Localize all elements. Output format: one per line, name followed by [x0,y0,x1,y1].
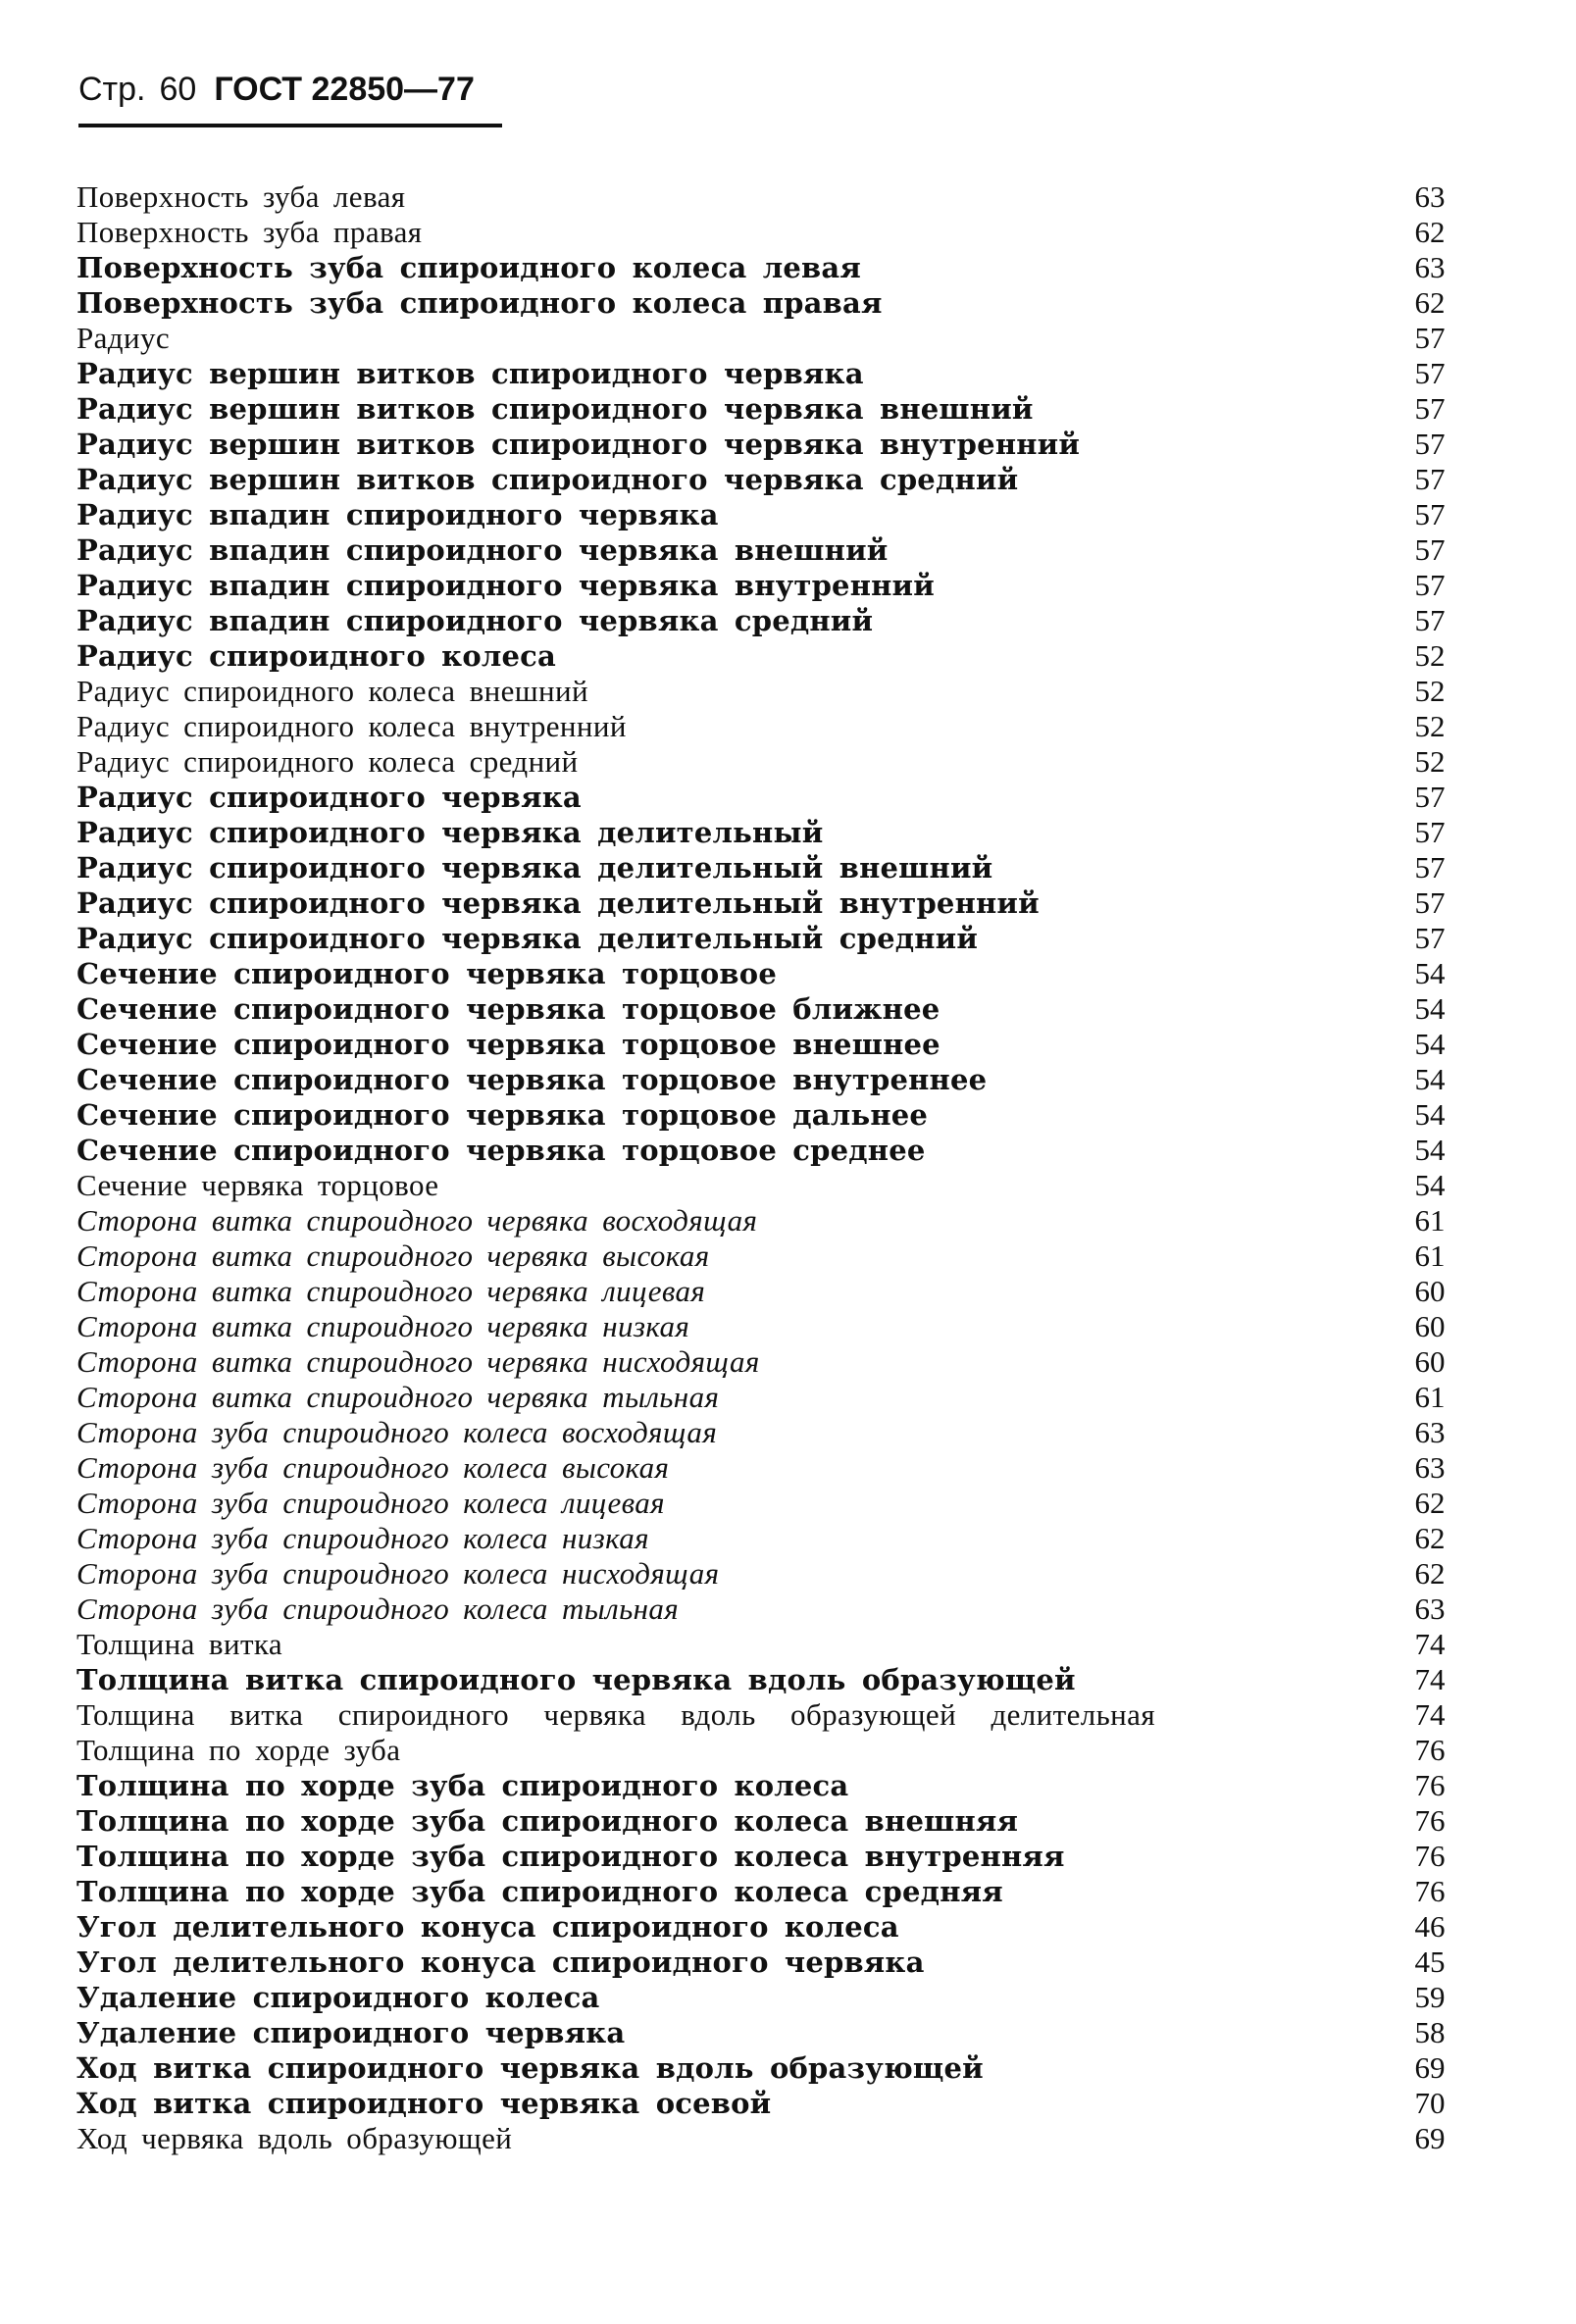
index-page-ref: 58 [1414,2015,1446,2049]
index-page-ref: 76 [1414,1768,1446,1802]
index-term: Сторона зуба спироидного колеса высокая [76,1450,670,1485]
index-entry [76,1803,1469,1839]
index-term: Сторона витка спироидного червяка нисходящая [76,1344,760,1379]
index-entry [76,1486,1469,1521]
index-entry [76,250,1469,285]
index-term: Ход витка спироидного червяка осевой [76,2087,772,2120]
standard-title: ГОСТ 22850—77 [214,71,475,108]
index-page-ref: 76 [1414,1733,1446,1767]
index-entry [76,1591,1469,1627]
index-entry [76,1274,1469,1309]
index-page-ref: 69 [1414,2050,1446,2085]
index-entry [76,1203,1469,1238]
index-entry [76,1309,1469,1344]
index-entry [76,638,1469,674]
index-term: Толщина по хорде зуба спироидного колеса внутренняя [76,1840,1065,1873]
index-term: Сечение спироидного червяка торцовое [76,957,777,990]
index-entry [76,885,1469,921]
index-term: Радиус спироидного червяка делительный внутренний [76,886,1040,920]
index-page-ref: 57 [1414,391,1446,426]
index-term: Толщина по хорде зуба спироидного колеса внешняя [76,1804,1019,1838]
index-page-ref: 62 [1414,1556,1446,1591]
index-page-ref: 76 [1414,1839,1446,1873]
index-term: Радиус вершин витков спироидного червяка внутренний [76,428,1081,461]
index-page-ref: 70 [1414,2086,1446,2120]
index-entry [76,2121,1469,2156]
index-term: Радиус спироидного червяка делительный средний [76,922,979,955]
index-entry [76,1027,1469,1062]
index-term: Сторона зуба спироидного колеса тыльная [76,1591,680,1626]
index-page-ref: 57 [1414,885,1446,920]
index-term: Радиус спироидного колеса внешний [76,674,589,708]
index-page-ref: 74 [1414,1697,1446,1732]
index-page-ref: 54 [1414,1062,1446,1096]
index-term: Сторона витка спироидного червяка низкая [76,1309,690,1343]
index-page-ref: 52 [1414,709,1446,743]
index-entry [76,179,1469,215]
index-page-ref: 63 [1414,1415,1446,1449]
index-term: Сторона зуба спироидного колеса низкая [76,1521,649,1555]
index-entry [76,1556,1469,1591]
index-term: Радиус спироидного колеса [76,639,557,673]
index-page-ref: 57 [1414,780,1446,814]
index-entry [76,285,1469,321]
index-term: Сечение спироидного червяка торцовое ближнее [76,992,941,1026]
index-entry [76,709,1469,744]
index-term: Радиус впадин спироидного червяка внешний [76,533,889,567]
index-term: Радиус вершин витков спироидного червяка внешний [76,392,1034,426]
index-entry [76,1133,1469,1168]
index-term: Поверхность зуба правая [76,215,423,249]
index-page-ref: 57 [1414,356,1446,390]
index-term: Поверхность зуба спироидного колеса левая [76,251,861,284]
index-page-ref: 54 [1414,991,1446,1026]
index-page-ref: 62 [1414,1521,1446,1555]
index-page-ref: 57 [1414,427,1446,461]
index-term: Сторона витка спироидного червяка восходящая [76,1203,758,1238]
index-page-ref: 52 [1414,674,1446,708]
index-page-ref: 69 [1414,2121,1446,2155]
index-term: Сечение спироидного червяка торцовое внешнее [76,1028,941,1061]
index-page-ref: 54 [1414,1168,1446,1202]
page-header [78,71,475,129]
index-term: Сторона зуба спироидного колеса нисходящая [76,1556,720,1591]
page-number: 60 [159,71,197,108]
index-page-ref: 57 [1414,568,1446,602]
index-term: Толщина по хорде зуба спироидного колеса [76,1769,849,1802]
index-term: Радиус вершин витков спироидного червяка [76,357,864,390]
index-term: Радиус вершин витков спироидного червяка средний [76,463,1019,496]
index-term: Радиус спироидного червяка [76,781,582,814]
index-term: Радиус [76,321,171,355]
index-term: Сечение спироидного червяка торцовое дальнее [76,1098,929,1132]
index-page-ref: 57 [1414,921,1446,955]
index-page-ref: 62 [1414,1486,1446,1520]
index-entry [76,921,1469,956]
index-entry [76,780,1469,815]
index-term: Толщина по хорде зуба [76,1733,401,1767]
index-page-ref: 57 [1414,462,1446,496]
index-entry [76,1909,1469,1945]
index-term: Радиус спироидного колеса внутренний [76,709,627,743]
index-entry [76,603,1469,638]
index-term: Сечение спироидного червяка торцовое внутреннее [76,1063,988,1096]
index-entry [76,427,1469,462]
index-entry [76,356,1469,391]
index-term: Радиус спироидного червяка делительный внешний [76,851,993,884]
index-term: Поверхность зуба левая [76,179,406,214]
index-page-ref: 57 [1414,532,1446,567]
index-entry [76,1980,1469,2015]
index-term: Ход червяка вдоль образующей [76,2121,513,2155]
index-term: Сторона зуба спироидного колеса лицевая [76,1486,665,1520]
index-term: Радиус впадин спироидного червяка [76,498,719,531]
index-entry [76,991,1469,1027]
index-entry [76,1380,1469,1415]
index-entry [76,1627,1469,1662]
index-term: Толщина витка спироидного червяка вдоль образующей [76,1663,1076,1696]
index-page-ref: 63 [1414,1450,1446,1485]
index-page-ref: 74 [1414,1627,1446,1661]
index-term: Угол делительного конуса спироидного червяка [76,1945,925,1979]
index-entry [76,1874,1469,1909]
index-term: Сторона витка спироидного червяка высокая [76,1238,710,1273]
index-entry [76,462,1469,497]
index-entry [76,1521,1469,1556]
index-entry [76,956,1469,991]
index-page-ref: 52 [1414,638,1446,673]
index-entry [76,2086,1469,2121]
index-page-ref: 46 [1414,1909,1446,1944]
index-entry [76,532,1469,568]
index-entry [76,1415,1469,1450]
index-term: Толщина витка спироидного червяка вдоль образующей делительная [76,1697,1155,1732]
index-page-ref: 61 [1414,1380,1446,1414]
index-term: Радиус спироидного червяка делительный [76,816,824,849]
index-page-ref: 61 [1414,1203,1446,1238]
index-term: Сторона витка спироидного червяка тыльная [76,1380,720,1414]
index-term: Сечение червяка торцовое [76,1168,439,1202]
index-entry [76,1839,1469,1874]
index-entry [76,568,1469,603]
index-term: Угол делительного конуса спироидного колеса [76,1910,899,1944]
index-term: Поверхность зуба спироидного колеса правая [76,286,883,320]
index-entry [76,850,1469,885]
index-entry [76,1945,1469,1980]
index-term: Толщина по хорде зуба спироидного колеса средняя [76,1875,1003,1908]
index-entry [76,1097,1469,1133]
index-page-ref: 74 [1414,1662,1446,1696]
index-entry [76,1238,1469,1274]
index-page-ref: 57 [1414,603,1446,637]
index-entry [76,321,1469,356]
index-page-ref: 57 [1414,850,1446,884]
index-entry [76,1697,1469,1733]
index-page-ref: 54 [1414,1027,1446,1061]
index-term: Сторона зуба спироидного колеса восходящая [76,1415,718,1449]
index-page-ref: 54 [1414,1097,1446,1132]
index-page-ref: 57 [1414,815,1446,849]
index-term: Сторона витка спироидного червяка лицевая [76,1274,706,1308]
index-page-ref: 63 [1414,1591,1446,1626]
index-page-ref: 57 [1414,497,1446,531]
index-term: Радиус спироидного колеса средний [76,744,579,779]
index-page-ref: 60 [1414,1344,1446,1379]
index-page-ref: 76 [1414,1803,1446,1838]
index-entry [76,815,1469,850]
index-page-ref: 54 [1414,956,1446,990]
index-page-ref: 52 [1414,744,1446,779]
index-entry [76,497,1469,532]
index-term: Радиус впадин спироидного червяка внутренний [76,569,935,602]
index-entry [76,674,1469,709]
index-page-ref: 57 [1414,321,1446,355]
index-entry [76,1733,1469,1768]
page-label: Стр. [78,71,146,108]
index-term: Удаление спироидного колеса [76,1981,600,2014]
index-entry [76,1168,1469,1203]
index-page-ref: 76 [1414,1874,1446,1908]
index-page-ref: 60 [1414,1309,1446,1343]
index-page-ref: 62 [1414,215,1446,249]
index-term: Сечение спироидного червяка торцовое среднее [76,1134,926,1167]
index-entry [76,1768,1469,1803]
index-entry [76,2050,1469,2086]
header-rule [78,124,502,127]
index-entry [76,391,1469,427]
index-entry [76,1662,1469,1697]
index-page-ref: 60 [1414,1274,1446,1308]
index-entry [76,744,1469,780]
index-term: Ход витка спироидного червяка вдоль образующей [76,2051,984,2085]
index-page-ref: 54 [1414,1133,1446,1167]
index-entry [76,1344,1469,1380]
index-page-ref: 63 [1414,250,1446,284]
index-entry [76,2015,1469,2050]
index-page-ref: 59 [1414,1980,1446,2014]
index-term: Радиус впадин спироидного червяка средний [76,604,874,637]
index-page-ref: 62 [1414,285,1446,320]
index-page-ref: 63 [1414,179,1446,214]
index-page-ref: 45 [1414,1945,1446,1979]
index-list [76,179,1469,2156]
index-entry [76,1450,1469,1486]
index-term: Удаление спироидного червяка [76,2016,626,2049]
index-entry [76,1062,1469,1097]
index-term: Толщина витка [76,1627,283,1661]
index-entry [76,215,1469,250]
index-page-ref: 61 [1414,1238,1446,1273]
